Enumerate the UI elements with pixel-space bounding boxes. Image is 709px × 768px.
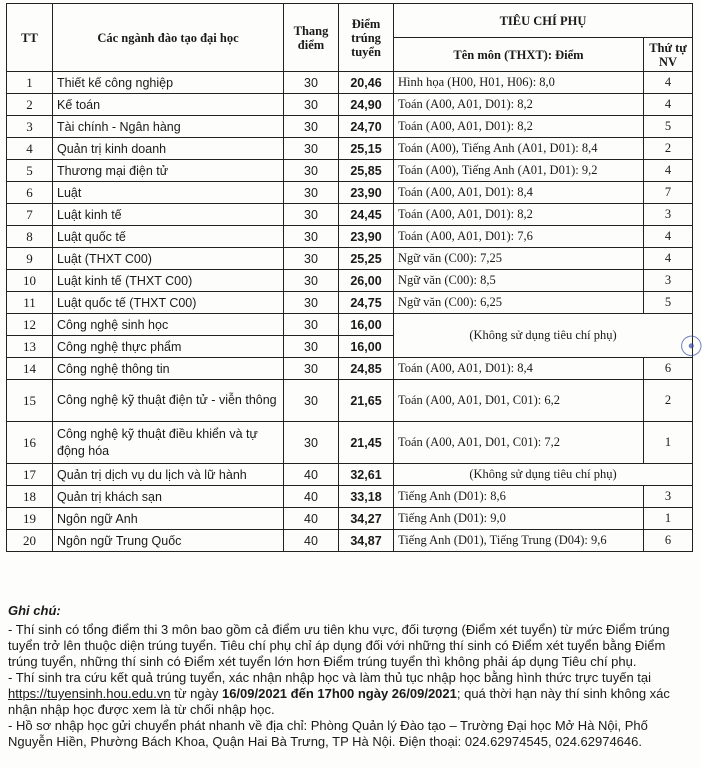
wish-order: 3: [644, 204, 693, 226]
admission-score: 20,46: [339, 72, 394, 94]
admission-score: 24,75: [339, 292, 394, 314]
wish-order: 3: [644, 270, 693, 292]
row-number: 12: [7, 314, 53, 336]
admission-score: 26,00: [339, 270, 394, 292]
table-row: [7, 116, 693, 138]
notes-heading: Ghi chú:: [8, 603, 61, 618]
sub-criteria-subject: Toán (A00, A01, D01): 8,2: [394, 116, 644, 138]
note-2-end: ; quá thời hạn này thí sinh không xác nhận nhập học được xem là từ chối nhập học.: [8, 686, 670, 717]
major-name: Ngôn ngữ Trung Quốc: [53, 530, 284, 552]
table-row: [7, 248, 693, 270]
major-name: Công nghệ sinh học: [53, 314, 284, 336]
grading-scale: 30: [284, 270, 339, 292]
major-name: Thiết kế công nghiệp: [53, 72, 284, 94]
no-criteria-note: (Không sử dụng tiêu chí phụ): [394, 464, 693, 486]
admission-score: 34,27: [339, 508, 394, 530]
admission-score: 33,18: [339, 486, 394, 508]
row-number: 3: [7, 116, 53, 138]
admission-score: 21,45: [339, 422, 394, 464]
header-score: Điểm trúng tuyển: [339, 4, 394, 72]
sub-criteria-subject: Toán (A00, A01, D01): 8,2: [394, 204, 644, 226]
header-subject: Tên môn (THXT): Điểm: [394, 38, 644, 72]
sub-criteria-subject: Tiếng Anh (D01): 8,6: [394, 486, 644, 508]
major-name: Tài chính - Ngân hàng: [53, 116, 284, 138]
row-number: 15: [7, 380, 53, 422]
major-name: Quản trị kinh doanh: [53, 138, 284, 160]
wish-order: 4: [644, 72, 693, 94]
row-number: 8: [7, 226, 53, 248]
major-name: Ngôn ngữ Anh: [53, 508, 284, 530]
row-number: 11: [7, 292, 53, 314]
table-row: [7, 94, 693, 116]
row-number: 4: [7, 138, 53, 160]
wish-order: 6: [644, 530, 693, 552]
major-name: Quản trị dịch vụ du lịch và lữ hành: [53, 464, 284, 486]
header-sub-criteria: TIÊU CHÍ PHỤ: [394, 4, 693, 38]
row-number: 10: [7, 270, 53, 292]
admission-score: 16,00: [339, 314, 394, 336]
wish-order: 2: [644, 380, 693, 422]
table-row: [7, 486, 693, 508]
grading-scale: 30: [284, 138, 339, 160]
table-row: [7, 422, 693, 464]
row-number: 1: [7, 72, 53, 94]
sub-criteria-subject: Ngữ văn (C00): 8,5: [394, 270, 644, 292]
admission-score: 25,25: [339, 248, 394, 270]
no-criteria-note: (Không sử dụng tiêu chí phụ): [394, 314, 693, 358]
admission-score: 16,00: [339, 336, 394, 358]
wish-order: 4: [644, 226, 693, 248]
major-name: Luật (THXT C00): [53, 248, 284, 270]
major-name: Công nghệ thực phẩm: [53, 336, 284, 358]
grading-scale: 30: [284, 94, 339, 116]
major-name: Công nghệ kỹ thuật điều khiển và tự động hóa: [53, 422, 284, 464]
wish-order: 1: [644, 422, 693, 464]
admission-score: 24,90: [339, 94, 394, 116]
table-body: [7, 72, 693, 552]
wish-order: 1: [644, 508, 693, 530]
grading-scale: 30: [284, 314, 339, 336]
admission-score: 24,70: [339, 116, 394, 138]
admission-score: 34,87: [339, 530, 394, 552]
grading-scale: 30: [284, 248, 339, 270]
grading-scale: 30: [284, 226, 339, 248]
table-row: [7, 160, 693, 182]
row-number: 13: [7, 336, 53, 358]
stamp-mark: ☉: [674, 326, 709, 367]
wish-order: 2: [644, 138, 693, 160]
grading-scale: 30: [284, 380, 339, 422]
grading-scale: 40: [284, 530, 339, 552]
sub-criteria-subject: Toán (A00, A01, D01): 8,4: [394, 358, 644, 380]
sub-criteria-subject: Ngữ văn (C00): 7,25: [394, 248, 644, 270]
table-row: [7, 464, 693, 486]
note-3: - Hồ sơ nhập học gửi chuyển phát nhanh về địa chỉ: Phòng Quản lý Đào tạo – Trường Đại học Mở Hà Nội, Phố Nguyễn Hiền, Phường Bách Khoa, Quận Hai Bà Trưng, TP Hà Nội. Điện thoại: 024.62974545, 024.62974646.: [8, 718, 648, 749]
note-1: - Thí sinh có tổng điểm thi 3 môn bao gồm cả điểm ưu tiên khu vực, đối tượng (Điểm xét tuyển) từ mức Điểm trúng tuyển trở lên thuộc diện trúng tuyển. Tiêu chí phụ chỉ áp dụng đối với những thí sinh có Điểm xét tuyển bằng Điểm trúng tuyển, những thí sinh có Điểm xét tuyển lớn hơn Điểm trúng tuyển thì không phải áp dụng Tiêu chí phụ.: [8, 622, 670, 669]
table-row: [7, 292, 693, 314]
grading-scale: 30: [284, 204, 339, 226]
grading-scale: 30: [284, 160, 339, 182]
table-row: [7, 182, 693, 204]
sub-criteria-subject: Toán (A00), Tiếng Anh (A01, D01): 9,2: [394, 160, 644, 182]
row-number: 18: [7, 486, 53, 508]
wish-order: 4: [644, 160, 693, 182]
major-name: Luật quốc tế (THXT C00): [53, 292, 284, 314]
table-row: [7, 380, 693, 422]
sub-criteria-subject: Toán (A00), Tiếng Anh (A01, D01): 8,4: [394, 138, 644, 160]
sub-criteria-subject: Ngữ văn (C00): 6,25: [394, 292, 644, 314]
grading-scale: 30: [284, 116, 339, 138]
sub-criteria-subject: Hình họa (H00, H01, H06): 8,0: [394, 72, 644, 94]
admission-score: 23,90: [339, 226, 394, 248]
major-name: Công nghệ thông tin: [53, 358, 284, 380]
major-name: Luật kinh tế: [53, 204, 284, 226]
header-tt: TT: [7, 4, 53, 72]
row-number: 19: [7, 508, 53, 530]
admission-score-table: [6, 3, 693, 552]
grading-scale: 30: [284, 422, 339, 464]
table-row: [7, 138, 693, 160]
table-row: [7, 270, 693, 292]
row-number: 16: [7, 422, 53, 464]
sub-criteria-subject: Toán (A00, A01, D01, C01): 6,2: [394, 380, 644, 422]
header-scale: Thang điểm: [284, 4, 339, 72]
note-2: [8, 670, 696, 718]
sub-criteria-subject: Toán (A00, A01, D01): 7,6: [394, 226, 644, 248]
major-name: Luật: [53, 182, 284, 204]
note-2-from: từ ngày: [170, 686, 222, 701]
table-row: [7, 204, 693, 226]
grading-scale: 30: [284, 358, 339, 380]
row-number: 20: [7, 530, 53, 552]
header-order: Thứ tự NV: [644, 38, 693, 72]
wish-order: 4: [644, 248, 693, 270]
major-name: Luật kinh tế (THXT C00): [53, 270, 284, 292]
grading-scale: 40: [284, 508, 339, 530]
wish-order: 5: [644, 292, 693, 314]
wish-order: 3: [644, 486, 693, 508]
major-name: Quản trị khách sạn: [53, 486, 284, 508]
table-row: [7, 530, 693, 552]
grading-scale: 30: [284, 182, 339, 204]
grading-scale: 30: [284, 336, 339, 358]
row-number: 5: [7, 160, 53, 182]
header-major: Các ngành đào tạo đại học: [53, 4, 284, 72]
wish-order: 6: [644, 358, 693, 380]
row-number: 7: [7, 204, 53, 226]
row-number: 6: [7, 182, 53, 204]
admission-score: 24,85: [339, 358, 394, 380]
sub-criteria-subject: Toán (A00, A01, D01): 8,2: [394, 94, 644, 116]
admission-score: 21,65: [339, 380, 394, 422]
note-2-text: - Thí sinh tra cứu kết quả trúng tuyển, xác nhận nhập học và làm thủ tục nhập học bằng hình thức trực tuyến tại: [8, 670, 652, 685]
admission-portal-link[interactable]: https://tuyensinh.hou.edu.vn: [8, 686, 171, 701]
admission-score: 23,90: [339, 182, 394, 204]
grading-scale: 30: [284, 72, 339, 94]
grading-scale: 40: [284, 486, 339, 508]
admission-score: 32,61: [339, 464, 394, 486]
admission-score: 25,85: [339, 160, 394, 182]
sub-criteria-subject: Toán (A00, A01, D01, C01): 7,2: [394, 422, 644, 464]
admission-score: 24,45: [339, 204, 394, 226]
major-name: Thương mại điện tử: [53, 160, 284, 182]
table-row: [7, 226, 693, 248]
grading-scale: 30: [284, 292, 339, 314]
table-row: [7, 358, 693, 380]
notes-section: [8, 603, 696, 750]
table-row: [7, 72, 693, 94]
sub-criteria-subject: Toán (A00, A01, D01): 8,4: [394, 182, 644, 204]
admission-score: 25,15: [339, 138, 394, 160]
row-number: 14: [7, 358, 53, 380]
row-number: 9: [7, 248, 53, 270]
major-name: Luật quốc tế: [53, 226, 284, 248]
major-name: Kế toán: [53, 94, 284, 116]
table-row: [7, 508, 693, 530]
note-2-dates: 16/09/2021 đến 17h00 ngày 26/09/2021: [221, 686, 457, 701]
table-row: [7, 314, 693, 336]
wish-order: 4: [644, 94, 693, 116]
sub-criteria-subject: Tiếng Anh (D01), Tiếng Trung (D04): 9,6: [394, 530, 644, 552]
major-name: Công nghệ kỹ thuật điện tử - viễn thông: [53, 380, 284, 422]
wish-order: 5: [644, 116, 693, 138]
row-number: 2: [7, 94, 53, 116]
sub-criteria-subject: Tiếng Anh (D01): 9,0: [394, 508, 644, 530]
row-number: 17: [7, 464, 53, 486]
wish-order: 7: [644, 182, 693, 204]
grading-scale: 40: [284, 464, 339, 486]
